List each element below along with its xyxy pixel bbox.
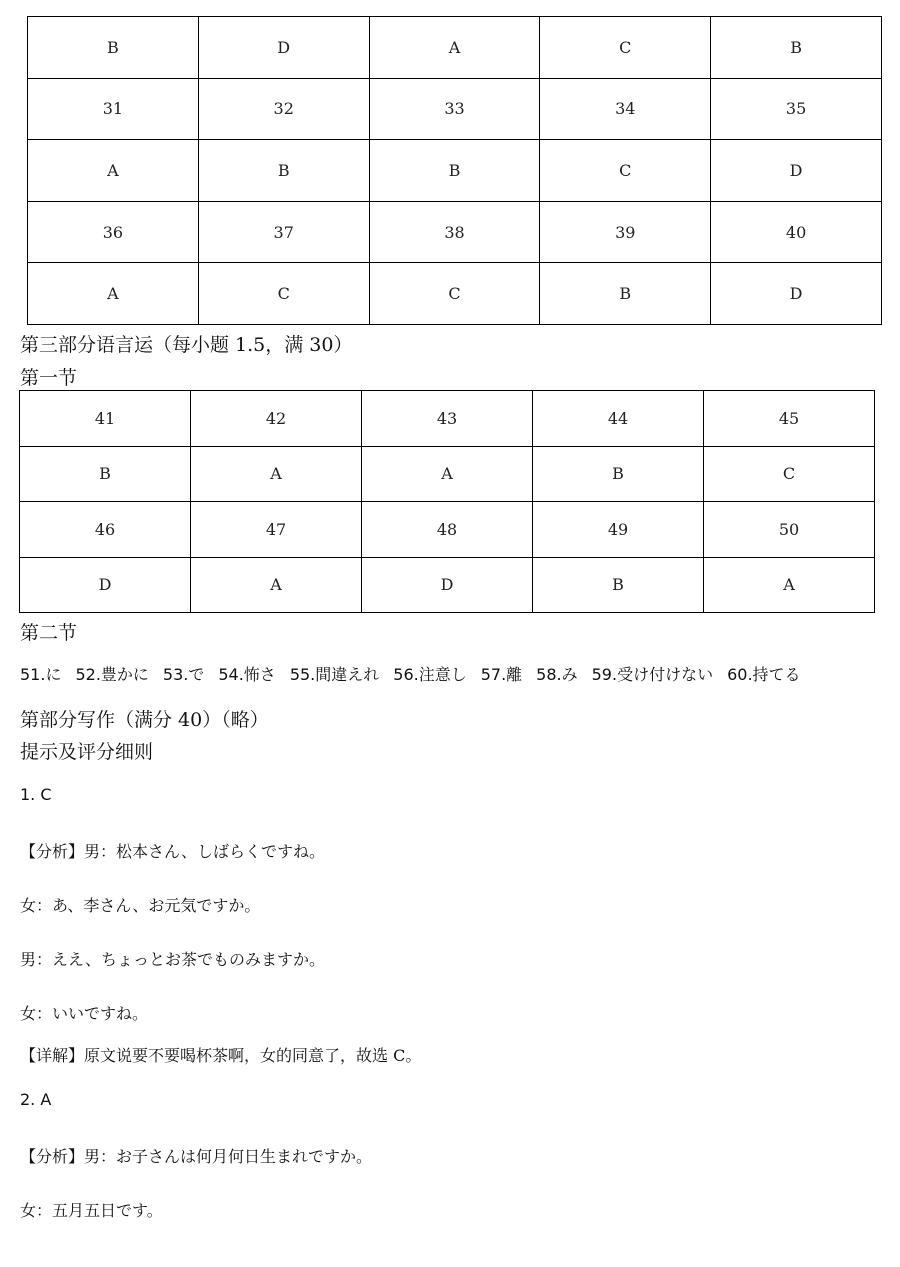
fill-answer-item: 58.み bbox=[536, 665, 578, 684]
fill-answer-item: 57.離 bbox=[480, 665, 523, 684]
q1-line-3: 男：ええ、ちょっとお茶でものみますか。 bbox=[20, 950, 325, 969]
table-cell: A bbox=[28, 140, 199, 202]
table-cell: 31 bbox=[28, 78, 199, 140]
table-cell: A bbox=[362, 446, 533, 502]
fill-answer-item: 56.注意し bbox=[393, 665, 467, 684]
table-cell: 38 bbox=[369, 201, 540, 263]
table-cell: D bbox=[711, 263, 882, 325]
table-cell: D bbox=[20, 557, 191, 613]
q2-number: 2. A bbox=[20, 1090, 52, 1109]
answer-table-2-body bbox=[20, 391, 875, 613]
table-row bbox=[28, 201, 882, 263]
table-cell: C bbox=[704, 446, 875, 502]
table-cell: C bbox=[540, 140, 711, 202]
fill-answer-item: 51.に bbox=[20, 665, 62, 684]
table-cell: B bbox=[20, 446, 191, 502]
answer-table-2 bbox=[19, 390, 875, 613]
q2-line-2: 女：五月五日です。 bbox=[20, 1201, 163, 1220]
q1-detail: 【详解】原文说要不要喝杯茶啊，女的同意了，故选 C。 bbox=[20, 1046, 422, 1065]
table-row bbox=[20, 391, 875, 447]
table-cell: A bbox=[704, 557, 875, 613]
answer-table-1-body bbox=[28, 17, 882, 325]
fill-answers-list bbox=[20, 662, 815, 685]
table-cell: 42 bbox=[191, 391, 362, 447]
table-cell: 45 bbox=[704, 391, 875, 447]
table-row bbox=[20, 502, 875, 558]
table-cell: 48 bbox=[362, 502, 533, 558]
table-cell: 39 bbox=[540, 201, 711, 263]
table-cell: 35 bbox=[711, 78, 882, 140]
table-row bbox=[28, 17, 882, 79]
table-cell: B bbox=[369, 140, 540, 202]
answer-table-1 bbox=[27, 16, 882, 325]
part1-title: 第一节 bbox=[20, 367, 78, 389]
table-cell: 37 bbox=[198, 201, 369, 263]
fill-answer-item: 52.豊かに bbox=[75, 665, 149, 684]
table-cell: D bbox=[711, 140, 882, 202]
table-cell: 36 bbox=[28, 201, 199, 263]
q2-analysis: 【分析】男：お子さんは何月何日生まれですか。 bbox=[20, 1147, 373, 1166]
fill-answer-item: 60.持てる bbox=[727, 665, 801, 684]
part2-title: 第二节 bbox=[20, 622, 78, 644]
table-cell: 41 bbox=[20, 391, 191, 447]
table-row bbox=[28, 78, 882, 140]
table-cell: 32 bbox=[198, 78, 369, 140]
fill-answer-item: 55.間違えれ bbox=[289, 665, 380, 684]
table-cell: 50 bbox=[704, 502, 875, 558]
fill-answer-item: 59.受け付けない bbox=[591, 665, 714, 684]
fill-answer-item: 53.で bbox=[162, 665, 205, 684]
table-cell: B bbox=[198, 140, 369, 202]
table-cell: C bbox=[198, 263, 369, 325]
table-cell: B bbox=[28, 17, 199, 79]
table-cell: B bbox=[533, 446, 704, 502]
table-cell: 47 bbox=[191, 502, 362, 558]
fill-answer-item: 54.怖さ bbox=[218, 665, 276, 684]
table-cell: B bbox=[711, 17, 882, 79]
table-cell: 34 bbox=[540, 78, 711, 140]
q1-number: 1. C bbox=[20, 785, 52, 804]
q1-line-2: 女：あ、李さん、お元気ですか。 bbox=[20, 896, 261, 915]
table-cell: C bbox=[369, 263, 540, 325]
table-cell: 33 bbox=[369, 78, 540, 140]
table-cell: B bbox=[533, 557, 704, 613]
table-cell: A bbox=[191, 446, 362, 502]
table-cell: 49 bbox=[533, 502, 704, 558]
table-cell: 40 bbox=[711, 201, 882, 263]
q1-line-4: 女：いいですね。 bbox=[20, 1004, 149, 1023]
table-cell: D bbox=[198, 17, 369, 79]
table-row bbox=[20, 557, 875, 613]
table-row bbox=[20, 446, 875, 502]
tips-title: 提示及评分细则 bbox=[20, 741, 154, 763]
section3-title: 第三部分语言运（每小题 1.5，满 30） bbox=[20, 334, 353, 356]
q1-analysis: 【分析】男：松本さん、しばらくですね。 bbox=[20, 842, 325, 861]
table-cell: D bbox=[362, 557, 533, 613]
table-cell: A bbox=[191, 557, 362, 613]
table-cell: 44 bbox=[533, 391, 704, 447]
section4-title: 第部分写作（满分 40）（略） bbox=[20, 709, 269, 731]
table-cell: 43 bbox=[362, 391, 533, 447]
table-cell: A bbox=[28, 263, 199, 325]
table-cell: A bbox=[369, 17, 540, 79]
table-row bbox=[28, 263, 882, 325]
table-cell: 46 bbox=[20, 502, 191, 558]
table-cell: B bbox=[540, 263, 711, 325]
table-cell: C bbox=[540, 17, 711, 79]
table-row bbox=[28, 140, 882, 202]
